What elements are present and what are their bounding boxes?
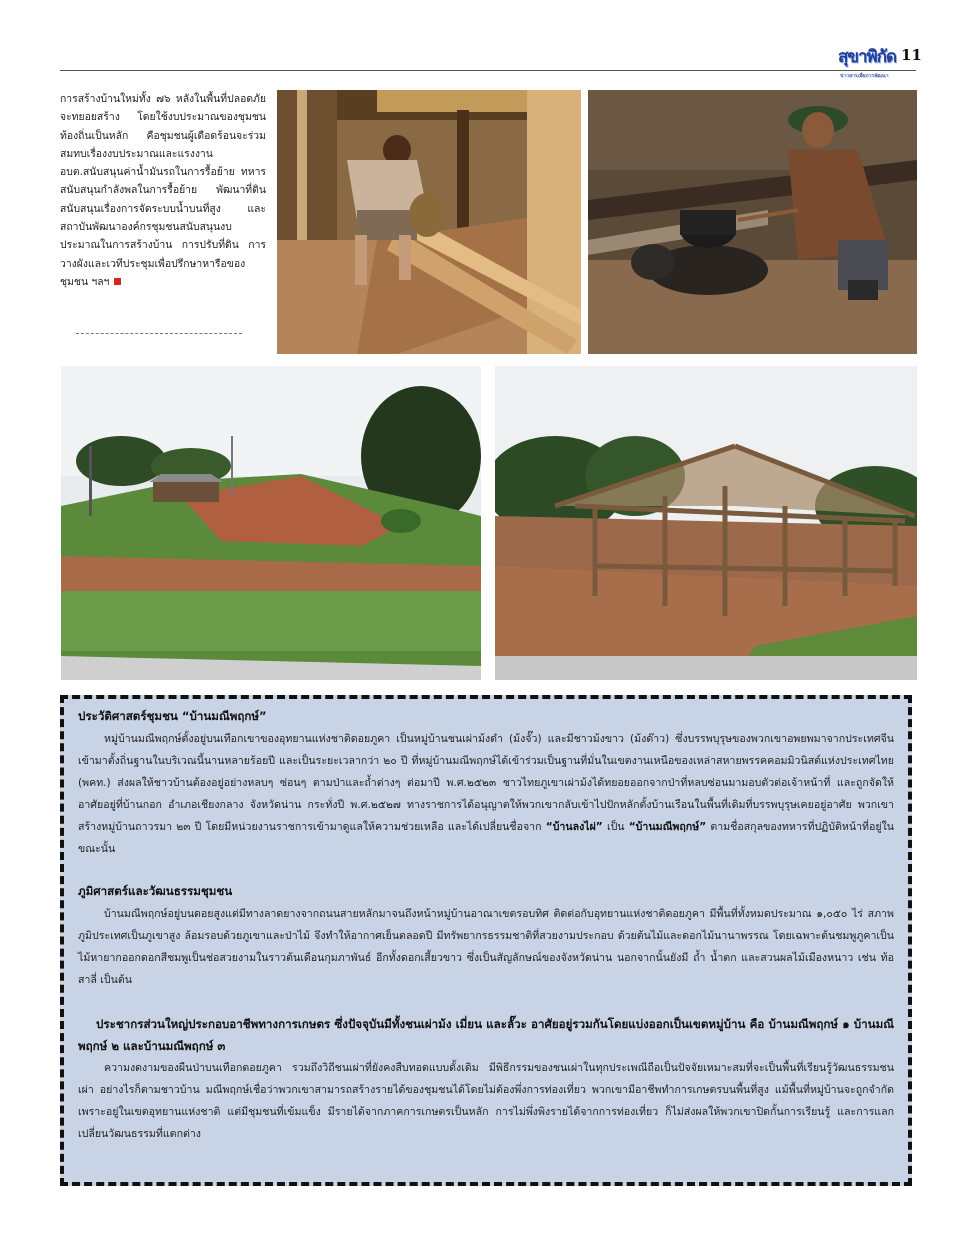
community-info-box <box>60 695 912 1186</box>
intro-column <box>60 90 266 291</box>
header-divider <box>60 70 916 71</box>
history-paragraph: หมู่บ้านมณีพฤกษ์ตั้งอยู่บนเทือกเขาของอุทยานแห่งชาติดอยภูคา เป็นหมู่บ้านชนเผ่าม้งดำ (ม้งจั๊ว) และมีชาวม้งขาว (ม้งด๊าว) ซึ่งบรรพบุรุษของพวกเขาอพยพมาจากประเทศจีน เข้ามาตั้งถิ่นฐานในบริเวณนี้นานหลายร้อยปี และเป็นระยะเวลากว่า ๒๐ ปี ที่หมู่บ้านมณีพฤกษ์ได้เข้าร่วมเป็นฐานที่มั่นในเขตงานเหนือของเหล่าสหายพรรคคอมมิวนิสต์แห่งประเทศไทย (พคท.) ส่งผลให้ชาวบ้านต้องอยู่อย่างหลบๆ ซ่อนๆ ตามป่าและถ้ำต่างๆ ต่อมาปี พ.ศ.๒๕๒๓ ชาวไทยภูเขาเผ่าม้งได้ทยอยออกจากป่าที่หลบซ่อนมามอบตัวต่อเจ้าหน้าที่ และถูกจัดให้อาศัยอยู่ที่บ้านกอก อำเภอเชียงกลาง จังหวัดน่าน กระทั่งปี พ.ศ.๒๕๒๗ ทางราชการได้อนุญาตให้พวกเขากลับเข้าไปปักหลักตั้งบ้านเรือนในพื้นที่เดิมที่บรรพบุรุษเคยอยู่อาศัย พวกเขาสร้างหมู่บ้านถาวรมา ๒๓ ปี โดยมีหน่วยงานราชการเข้ามาดูแลให้ความช่วยเหลือ และได้เปลี่ยนชื่อจาก <box>78 733 894 833</box>
intro-text: การสร้างบ้านใหม่ทั้ง ๗๖ หลังในพื้นที่ปลอดภัย จะทยอยสร้าง โดยใช้งบประมาณของชุมชนท้องถิ่นเป็นหลัก คือชุมชนผู้เดือดร้อนจะร่วมสมทบเรื่องงบประมาณและแรงงาน อบต.สนับสนุนค่าน้ำมันรถในการรื้อย้าย ทหารสนับสนุนกำลังพลในการรื้อย้าย พัฒนาที่ดินสนับสนุนเรื่องการจัดระบบน้ำบนที่สูง และสถาบันพัฒนาองค์กรชุมชนสนับสนุนงบประมาณในการสร้างบ้าน การปรับที่ดิน การวางผังและเวทีประชุมเพื่อปรึกษาหารือของชุมชน ฯลฯ <box>60 93 266 288</box>
photo-cleared-hillside <box>61 366 481 680</box>
intro-divider <box>76 333 242 334</box>
photo-man-cooking <box>588 90 917 354</box>
photo-house-frame <box>495 366 917 680</box>
economy-text: ความงดงามของผืนป่าบนเทือกดอยภูคา รวมถึงวิถีชนเผ่าที่ยังคงสืบทอดแบบดั้งเดิม มีพิธีกรรมของชนเผ่าในทุกประเพณีถือเป็นปัจจัยเหมาะสมที่จะเป็นพื้นที่เรียนรู้วัฒนธรรมชนเผ่า อย่างไรก็ตามชาวบ้าน มณีพฤกษ์เชื่อว่าพวกเขาสามารถสร้างรายได้ของชุมชนได้โดยไม่ต้องพึ่งการท่องเที่ยว พวกเขามีอาชีพทำการเกษตรบนพื้นที่สูง แม้พื้นที่หมู่บ้านจะถูกจำกัด เพราะอยู่ในเขตอุทยานแห่งชาติ แต่มีชุมชนที่เข้มแข็ง มีรายได้จากภาคการเกษตรเป็นหลัก การไม่พึ่งพิงรายได้จากการท่องเที่ยว ก็ไม่ส่งผลให้พวกเขาปิดกั้นการเรียนรู้ และการแลกเปลี่ยนวัฒนธรรมที่แตกต่าง <box>78 1062 894 1140</box>
history-ending: ตามชื่อสกุลของทหารที่ปฏิบัติหน้าที่อยู่ในขณะนั้น <box>78 821 895 855</box>
magazine-logo <box>836 44 898 79</box>
old-village-name: “บ้านลงไผ่” <box>545 821 603 833</box>
logo-text: สุขาพิกัด <box>837 47 897 67</box>
history-heading: ประวัติศาสตร์ชุมชน “บ้านมณีพฤกษ์” <box>78 709 267 723</box>
photo-3-illustration <box>61 366 481 680</box>
logo-subtitle: ข่าวสารเพื่อการพัฒนา <box>840 73 889 79</box>
economy-heading: ประชากรส่วนใหญ่ประกอบอาชีพทางการเกษตร ซึ่งปัจจุบันมีทั้งชนเผ่าม้ง เมี่ยน และลั๊วะ อาศัยอยู่รวมกันโดยแบ่งออกเป็นเขตหมู่บ้าน คือ บ้านมณีพฤกษ์ ๑ บ้านมณีพฤกษ์ ๒ และบ้านมณีพฤกษ์ ๓ <box>78 1017 894 1053</box>
geography-heading: ภูมิศาสตร์และวัฒนธรรมชุมชน <box>78 884 233 898</box>
photo-2-illustration <box>588 90 917 354</box>
history-connector: เป็น <box>606 821 625 833</box>
photo-man-stacking-wood <box>277 90 581 354</box>
history-text <box>78 728 894 860</box>
photo-1-illustration <box>277 90 581 354</box>
new-village-name: “บ้านมณีพฤกษ์” <box>628 821 707 833</box>
photo-4-illustration <box>495 366 917 680</box>
page-number: 11 <box>901 46 922 64</box>
article-end-icon <box>114 278 121 285</box>
geography-text: บ้านมณีพฤกษ์อยู่บนดอยสูงแต่มีทางลาดยางจากถนนสายหลักมาจนถึงหน้าหมู่บ้านอาณาเขตรอบทิศ ติดต่อกับอุทยานแห่งชาติดอยภูคา มีพื้นที่ทั้งหมดประมาณ ๑,๐๕๐ ไร่ สภาพภูมิประเทศเป็นภูเขาสูง ล้อมรอบด้วยภูเขาและป่าไม้ จึงทำให้อากาศเย็นตลอดปี มีทรัพยากรธรรมชาติที่สวยงามประกอบ ด้วยต้นไม้และดอกไม้นานาพรรณ โดยเฉพาะต้นชมพูภูคาเป็นไม้หายากออกดอกสีชมพูเป็นช่อสวยงามในราวต้นเดือนกุมภาพันธ์ อีกทั้งดอกเสี้ยวขาว ซึ่งเป็นสัญลักษณ์ของจังหวัดน่าน นอกจากนั้นยังมี ถ้ำ น้ำตก และสวนผลไม้เมืองหนาว เช่น ท้อ สาลี่ เป็นต้น <box>78 908 894 986</box>
